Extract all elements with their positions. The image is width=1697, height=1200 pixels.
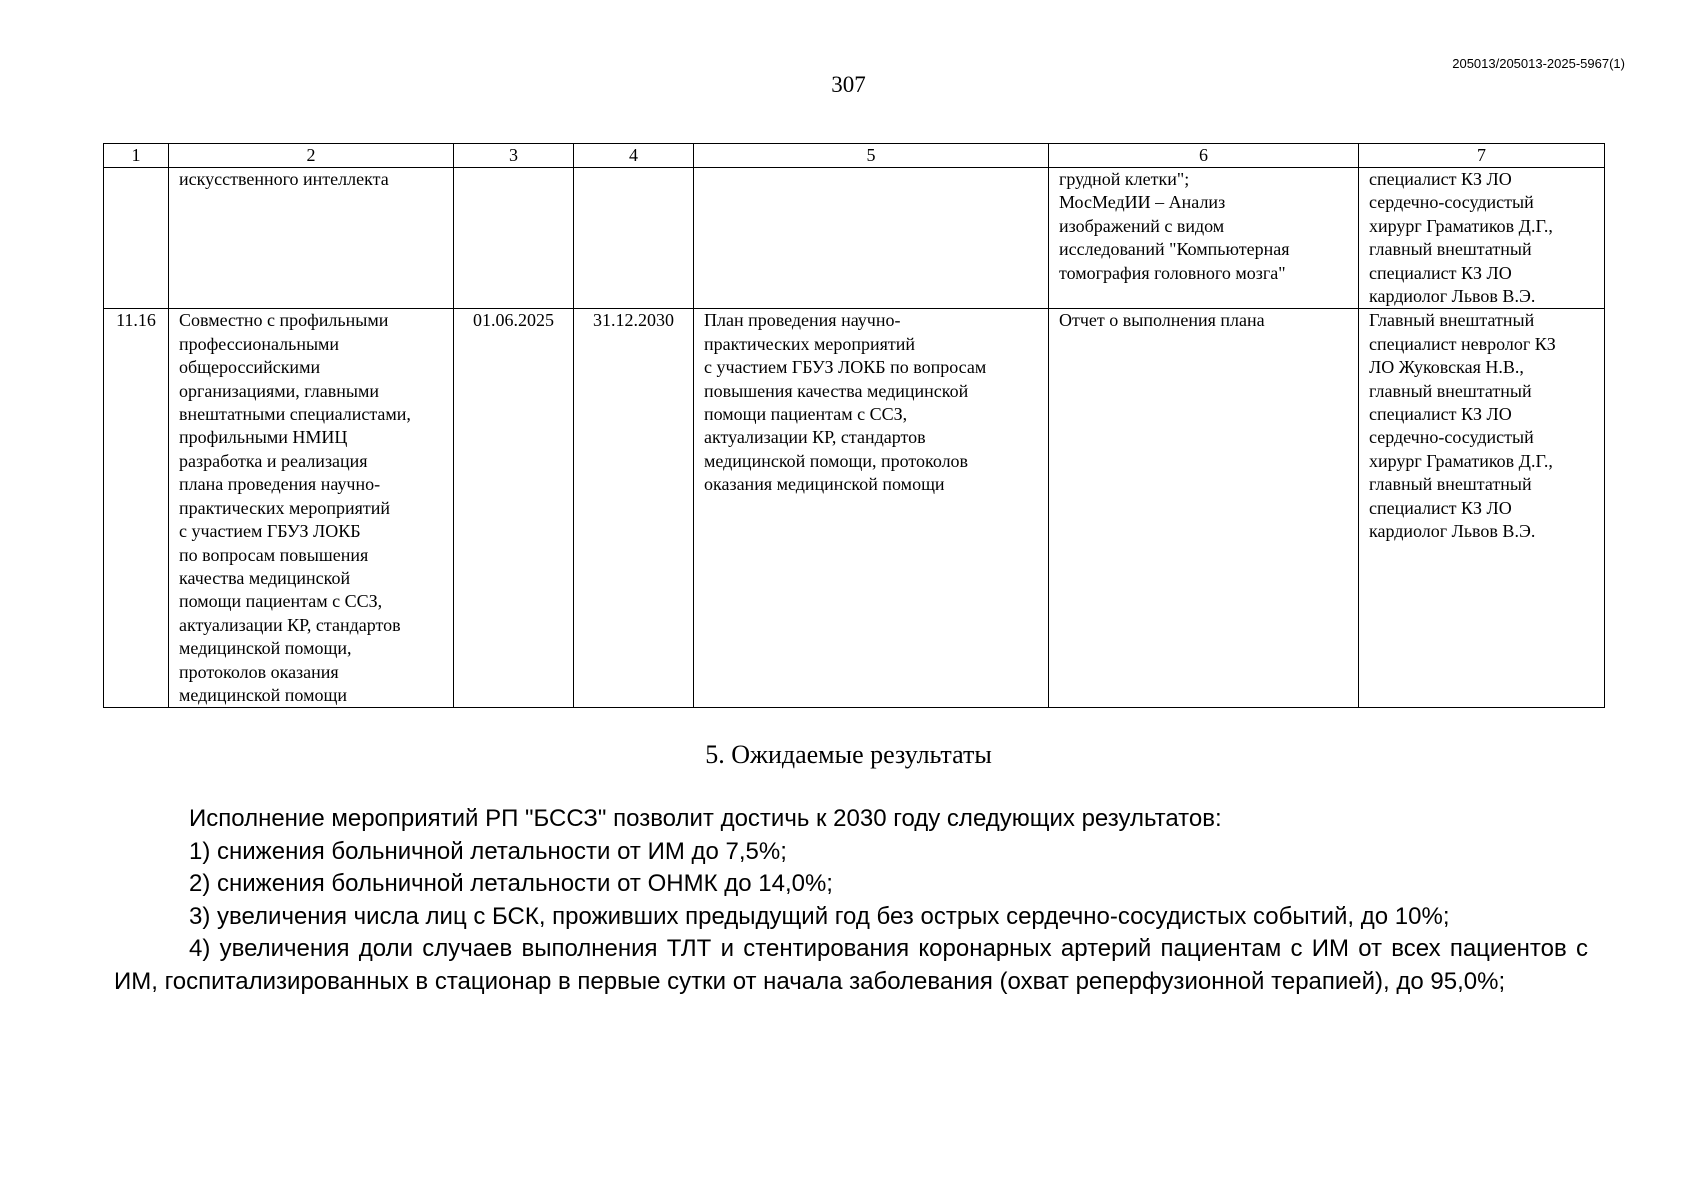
page-number: 307 <box>831 72 866 97</box>
cell-activity: Совместно с профильными профессиональными общероссийскими организациями, главными внештатными специалистами, профильными НМИЦ разработка и реализация плана проведения научно- практических мероприятий с участием ГБУЗ ЛОКБ по вопросам повышения качества медицинской помощи пациентам с ССЗ, актуализации КР, стандартов медицинской помощи, протоколов оказания медицинской помощи <box>169 309 454 708</box>
paragraph: 2) снижения больничной летальности от ОНМК до 14,0%; <box>189 870 833 897</box>
table-row <box>104 309 1605 708</box>
cell-control-form: грудной клетки"; МосМедИИ – Анализ изображений с видом исследований "Компьютерная томография головного мозга" <box>1049 168 1359 309</box>
table-header-row <box>104 144 1605 168</box>
cell-responsible: Главный внештатный специалист невролог КЗ ЛО Жуковская Н.В., главный внештатный специалист КЗ ЛО сердечно-сосудистый хирург Граматиков Д.Г., главный внештатный специалист КЗ ЛО кардиолог Львов В.Э. <box>1359 309 1605 708</box>
column-header: 6 <box>1049 144 1359 168</box>
table-row <box>104 168 1605 309</box>
cell-number: 11.16 <box>104 309 169 708</box>
cell-result: План проведения научно- практических мероприятий с участием ГБУЗ ЛОКБ по вопросам повышения качества медицинской помощи пациентам с ССЗ, актуализации КР, стандартов медицинской помощи, протоколов оказания медицинской помощи <box>694 309 1049 708</box>
paragraph: 3) увеличения числа лиц с БСК, проживших предыдущий год без острых сердечно-сосудистых событий, до 10%; <box>189 902 1450 930</box>
paragraph: 1) снижения больничной летальности от ИМ до 7,5%; <box>189 837 787 865</box>
activities-table <box>103 143 1605 708</box>
section-title: 5. Ожидаемые результаты <box>705 740 992 769</box>
section-body <box>114 803 1588 998</box>
column-header: 4 <box>574 144 694 168</box>
cell-number <box>104 168 169 309</box>
cell-responsible: специалист КЗ ЛО сердечно-сосудистый хирург Граматиков Д.Г., главный внештатный специалист КЗ ЛО кардиолог Львов В.Э. <box>1359 168 1605 309</box>
paragraph: Исполнение мероприятий РП "БССЗ" позволит достичь к 2030 году следующих результатов: <box>189 805 1222 832</box>
cell-control-form: Отчет о выполнения плана <box>1049 309 1359 708</box>
cell-end-date <box>574 168 694 309</box>
document-id: 205013/205013-2025-5967(1) <box>1452 56 1625 71</box>
cell-activity: искусственного интеллекта <box>169 168 454 309</box>
cell-result <box>694 168 1049 309</box>
paragraph: 4) увеличения доли случаев выполнения ТЛТ и стентирования коронарных артерий пациентам с ИМ от всех пациентов с ИМ, госпитализированных в стационар в первые сутки от начала заболевания (охват реперфузионной терапией), до 95,0%; <box>114 935 1588 995</box>
column-header: 2 <box>169 144 454 168</box>
column-header: 7 <box>1359 144 1605 168</box>
column-header: 5 <box>694 144 1049 168</box>
column-header: 3 <box>454 144 574 168</box>
column-header: 1 <box>104 144 169 168</box>
cell-start-date <box>454 168 574 309</box>
cell-start-date: 01.06.2025 <box>454 309 574 708</box>
cell-end-date: 31.12.2030 <box>574 309 694 708</box>
